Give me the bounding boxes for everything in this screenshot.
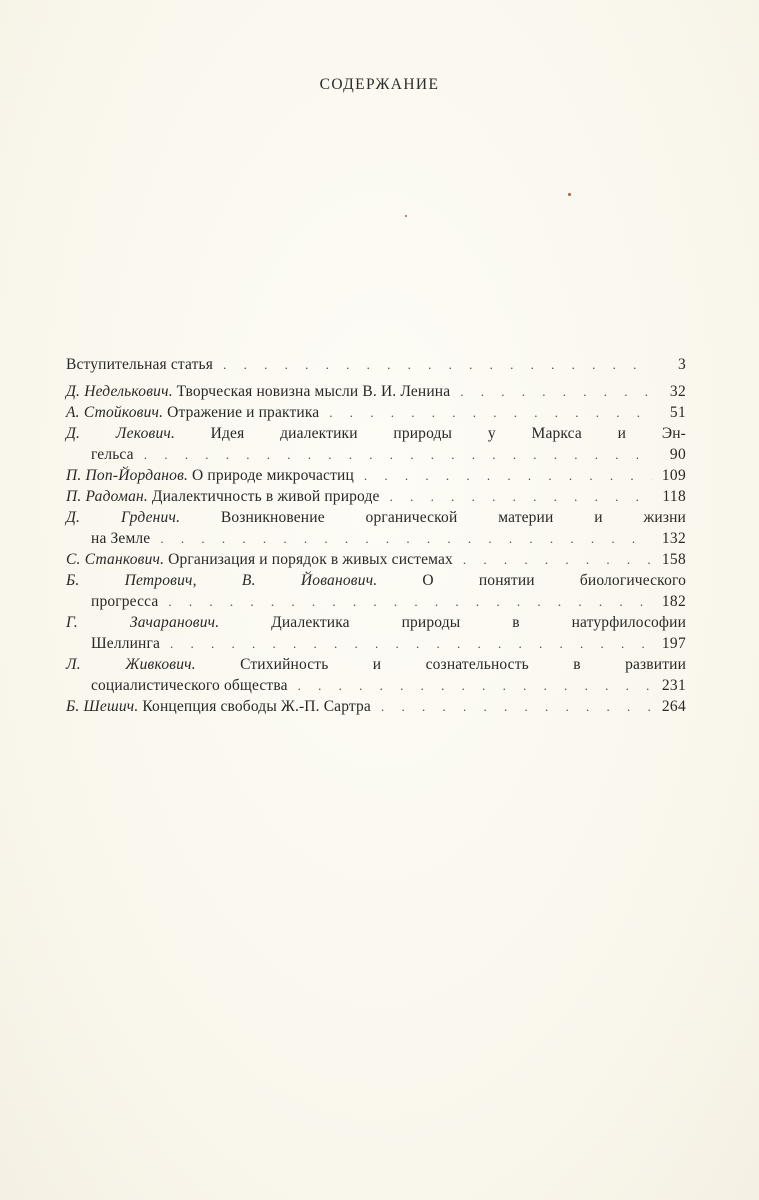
dot-leader: [160, 528, 652, 549]
toc-entry-title: Вступительная статья: [66, 356, 214, 373]
toc-entry-author: П. Радоман.: [66, 488, 148, 505]
toc-entry: [66, 402, 686, 423]
toc-entry: [66, 549, 686, 570]
dot-leader: [390, 486, 652, 507]
toc-entry-title-continued: социалистического общества: [91, 677, 288, 694]
toc-entry-title: Диалектичность в живой природе: [151, 488, 380, 505]
dot-leader: [329, 402, 652, 423]
toc-entry-title: Организация и порядок в живых системах: [168, 551, 453, 568]
toc-entry-title: Диалектика природы в натурфилософии: [271, 614, 687, 631]
toc-entry: [66, 423, 686, 465]
toc-entry-title-continued: гельса: [91, 446, 134, 463]
toc-page-number: 109: [661, 467, 686, 484]
toc-entry-title: Творческая новизна мысли В. И. Ленина: [176, 383, 451, 400]
dot-leader: [170, 633, 652, 654]
toc-entry-author: П. Поп-Йорданов.: [66, 467, 189, 484]
toc-page-number: 231: [661, 677, 686, 694]
toc-entry: [66, 612, 686, 654]
toc-entry-title: Идея диалектики природы у Маркса и Эн-: [210, 425, 686, 442]
table-of-contents: [66, 354, 686, 717]
toc-entry-author: Д. Грденич.: [66, 509, 181, 526]
toc-entry: [66, 507, 686, 549]
toc-entry: [66, 654, 686, 696]
dot-leader: [364, 465, 652, 486]
toc-entry-author: Л. Живкович.: [66, 656, 196, 673]
toc-entry: [66, 465, 686, 486]
dot-leader: [381, 696, 652, 717]
toc-page-number: 132: [661, 530, 686, 547]
toc-entry-title: Концепция свободы Ж.-П. Сартра: [142, 698, 371, 715]
toc-page-number: 158: [661, 551, 686, 568]
page-title: СОДЕРЖАНИЕ: [319, 76, 440, 93]
toc-entry-author: Д. Недельковuч.: [66, 383, 173, 400]
toc-page-number: 32: [669, 383, 686, 400]
toc-page-number: 3: [677, 356, 686, 373]
toc-entry-title: О понятии биологического: [422, 572, 686, 589]
toc-page-number: 264: [661, 698, 686, 715]
dot-leader: [460, 381, 652, 402]
toc-entry-author: А. Стойкович.: [66, 404, 164, 421]
toc-entry-author: Г. Зачарановuч.: [66, 614, 220, 631]
toc-entry-author: Б. Петрович, В. Йованович.: [66, 572, 378, 589]
dot-leader: [223, 354, 652, 375]
toc-entry: [66, 570, 686, 612]
toc-entry-title: Стихийность и сознательность в развитии: [240, 656, 687, 673]
toc-page-number: 118: [662, 488, 686, 505]
toc-entry: [66, 486, 686, 507]
dot-leader: [298, 675, 652, 696]
toc-entry-author: Д. Лекович.: [66, 425, 176, 442]
dot-leader: [463, 549, 652, 570]
toc-entry-title-continued: прогресса: [91, 593, 159, 610]
toc-entry-title-continued: Шеллинга: [91, 635, 161, 652]
toc-entry-title: О природе микрочастиц: [192, 467, 354, 484]
toc-entry-author: Б. Шешич.: [66, 698, 139, 715]
toc-page-number: 90: [669, 446, 686, 463]
toc-entry-author: С. Станкович.: [66, 551, 165, 568]
toc-entry: [66, 381, 686, 402]
ink-speck: [405, 215, 407, 217]
toc-entry-title: Возникновение органической материи и жизни: [220, 509, 686, 526]
ink-speck: [568, 193, 571, 196]
toc-page-number: 51: [669, 404, 686, 421]
dot-leader: [168, 591, 652, 612]
toc-page-number: 197: [661, 635, 686, 652]
toc-page-number: 182: [661, 593, 686, 610]
toc-entry-title: Отражение и практика: [167, 404, 320, 421]
toc-entry-title-continued: на Земле: [91, 530, 151, 547]
dot-leader: [144, 444, 652, 465]
toc-entry: [66, 354, 686, 375]
toc-entry: [66, 696, 686, 717]
